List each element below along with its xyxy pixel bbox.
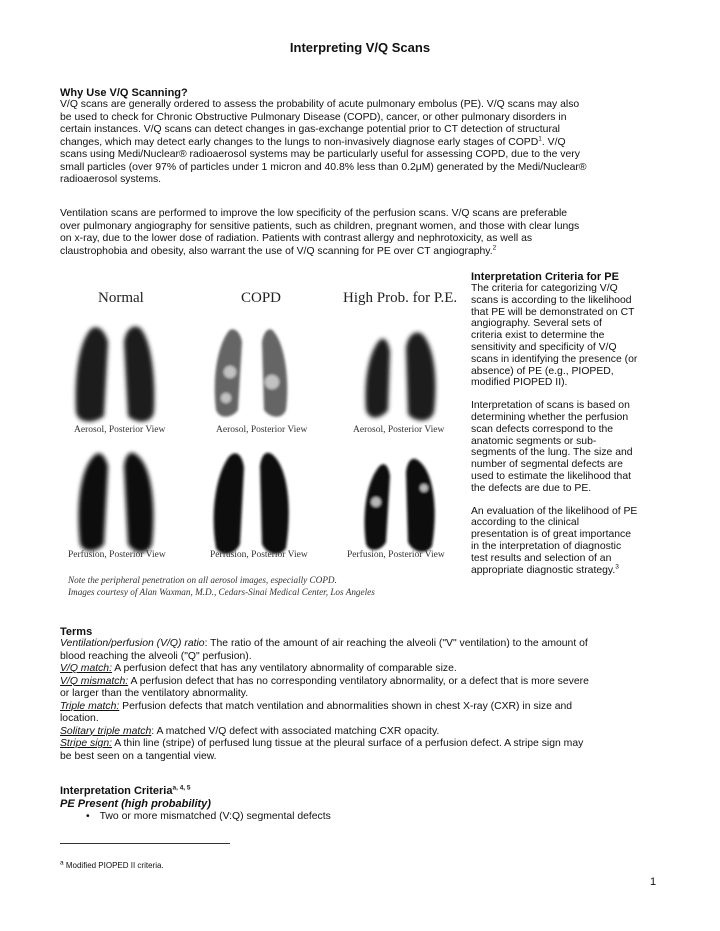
text-line: modified PIOPED II).: [471, 377, 568, 389]
text-line: on x-ray, due to the lower dose of radiation. Patients with contrast allergy and nephrotoxicity, as well as: [60, 233, 533, 244]
why-paragraph-2: [60, 208, 680, 258]
term-label: Triple match:: [60, 700, 120, 712]
bullet-icon: •: [86, 811, 90, 822]
footnote-divider: [60, 843, 230, 844]
aerosol-copd-image: [215, 329, 288, 417]
criteria-sidebar: [471, 271, 671, 576]
scan-images: [60, 312, 460, 612]
text-line: scans in identifying the presence (or: [471, 353, 638, 365]
term-item: [60, 638, 680, 651]
column-label-copd: COPD: [241, 290, 282, 306]
term-item: [60, 676, 680, 689]
term-label: V/Q mismatch:: [60, 675, 129, 687]
text-line: over pulmonary angiography for sensitive patients, such as children, pregnant women, and those with clear lungs: [60, 220, 580, 232]
text-line: [471, 565, 671, 577]
interp-bullet-item: [86, 811, 331, 824]
perfusion-high-prob-image: [365, 459, 435, 552]
figure-note-line: Images courtesy of Alan Waxman, M.D., Cedars-Sinai Medical Center, Los Angeles: [68, 587, 375, 597]
term-definition: Perfusion defects that match ventilation and abnormalities shown in chest X-ray (CXR) in size and: [119, 700, 573, 712]
page-title: Interpreting V/Q Scans: [289, 40, 431, 55]
term-continuation: location.: [60, 713, 99, 724]
text-line: according to the clinical: [471, 517, 580, 529]
criteria-paragraph-2: [471, 400, 671, 494]
term-definition: A perfusion defect that has no corresponding ventilatory abnormality, or a defect that is more severe: [128, 675, 589, 687]
text-segment: changes, which may detect early changes to the lungs to non-invasively diagnose early stages of COPD: [60, 136, 539, 148]
caption-perfusion-copd: Perfusion, Posterior View: [210, 550, 308, 560]
page-number: 1: [650, 876, 657, 888]
perfusion-normal-image: [79, 453, 154, 552]
text-line: be used to check for Chronic Obstructive Pulmonary Disease (COPD), cancer, or other pulmonary disorders in: [60, 111, 567, 123]
text-line: scans using Medi/Nuclear® radioaerosol systems may be particularly useful for assessing COPD, due to the very: [60, 149, 580, 160]
text-line: number of segmental defects are: [471, 459, 623, 471]
text-line: used to estimate the likelihood that: [471, 470, 631, 482]
term-definition: : The ratio of the amount of air reaching the alveoli ("V" ventilation) to the amount of: [204, 638, 588, 649]
term-label: V/Q match:: [60, 663, 112, 674]
term-continuation: blood reaching the alveoli ("Q" perfusion).: [60, 650, 252, 662]
caption-perfusion-high-prob: Perfusion, Posterior View: [347, 550, 445, 560]
interp-subheading: PE Present (high probability): [60, 798, 211, 810]
interp-heading-text: Interpretation Criteria: [60, 785, 173, 797]
text-line: V/Q scans are generally ordered to assess the probability of acute pulmonary embolus (PE). V/Q scans may also: [60, 99, 580, 110]
text-line: small particles (over 97% of particles under 1 micron and 40.8% less than 0.2μM) generated by the Medi/Nuclear®: [60, 161, 587, 173]
text-segment: . V/Q: [541, 136, 566, 148]
criteria-paragraph-3: [471, 506, 671, 577]
text-line: Interpretation of scans is based on: [471, 400, 630, 412]
caption-aerosol-high-prob: Aerosol, Posterior View: [353, 425, 445, 435]
footnote-text: Modified PIOPED II criteria.: [63, 861, 164, 870]
text-line: the defects are due to PE.: [471, 482, 592, 494]
text-segment: appropriate diagnostic strategy.: [471, 564, 616, 576]
text-line: radioaerosol systems.: [60, 174, 162, 185]
terms-list: [60, 638, 680, 763]
perfusion-copd-image: [214, 453, 289, 554]
citation-sup: 2: [492, 244, 497, 252]
text-line: criteria exist to determine the: [471, 330, 605, 342]
text-line: angiography. Several sets of: [471, 318, 602, 330]
text-line: segments of the lung. The size and: [471, 447, 633, 459]
figure-note: [68, 574, 458, 598]
text-line: An evaluation of the likelihood of PE: [471, 505, 638, 517]
why-heading: Why Use V/Q Scanning?: [60, 87, 188, 99]
text-line: certain instances. V/Q scans can detect changes in gas-exchange potential prior to CT detection of structural: [60, 124, 560, 135]
terms-heading: Terms: [60, 626, 93, 638]
criteria-heading: Interpretation Criteria for PE: [471, 271, 619, 283]
term-definition: : A matched V/Q defect with associated matching CXR opacity.: [151, 725, 440, 737]
caption-perfusion-normal: Perfusion, Posterior View: [68, 550, 166, 560]
term-continuation: or larger than the ventilatory abnormality.: [60, 688, 249, 699]
why-paragraph-1: [60, 99, 680, 187]
aerosol-high-prob-image: [366, 333, 436, 421]
term-label: Stripe sign:: [60, 738, 112, 749]
column-label-high-prob: High Prob. for P.E.: [343, 290, 458, 306]
column-label-normal: Normal: [98, 290, 144, 306]
term-item: [60, 701, 680, 714]
text-line: determining whether the perfusion: [471, 411, 629, 423]
text-line: sensitivity and specificity of V/Q: [471, 341, 617, 353]
text-line: absence) of PE (e.g., PIOPED,: [471, 365, 614, 377]
term-item: [60, 726, 680, 739]
term-item: [60, 663, 680, 676]
figure-note-line: Note the peripheral penetration on all aerosol images, especially COPD.: [68, 575, 337, 585]
text-line: in the interpretation of diagnostic: [471, 540, 622, 552]
text-line: scan defects correspond to the: [471, 423, 614, 435]
term-continuation: be best seen on a tangential view.: [60, 750, 217, 762]
vq-scan-figure: [60, 280, 460, 610]
aerosol-normal-image: [76, 327, 155, 422]
text-line: Ventilation scans are performed to improve the low specificity of the perfusion scans. V/Q scans are preferable: [60, 208, 568, 219]
text-line: The criteria for categorizing V/Q: [471, 283, 618, 294]
citation-sup: 3: [615, 563, 619, 571]
text-line: [60, 137, 680, 150]
text-line: [60, 246, 680, 259]
footnote: [60, 861, 164, 870]
term-definition: A thin line (stripe) of perfused lung tissue at the pleural surface of a perfusion defect. A stripe sign may: [111, 738, 584, 749]
term-item: [60, 738, 680, 751]
term-label: Ventilation/perfusion (V/Q) ratio: [60, 638, 205, 649]
footnote-mark: a: [60, 859, 64, 867]
text-line: anatomic segments or sub-: [471, 435, 597, 447]
citation-sup: 1: [538, 135, 542, 143]
bullet-text: Two or more mismatched (V:Q) segmental defects: [99, 811, 331, 822]
citation-sup: a, 4, 5: [172, 784, 191, 792]
caption-aerosol-normal: Aerosol, Posterior View: [74, 425, 166, 435]
term-label: Solitary triple match: [60, 725, 152, 737]
term-definition: A perfusion defect that has any ventilatory abnormality of comparable size.: [111, 663, 457, 674]
text-line: scans is according to the likelihood: [471, 294, 632, 306]
text-segment: claustrophobia and obesity, also warrant the use of V/Q scanning for PE over CT angiography.: [60, 245, 493, 257]
caption-aerosol-copd: Aerosol, Posterior View: [216, 425, 308, 435]
text-line: that PE will be demonstrated on CT: [471, 306, 635, 318]
text-line: presentation is of great importance: [471, 529, 631, 541]
text-line: test results and selection of an: [471, 552, 612, 564]
criteria-paragraph-1: [471, 283, 671, 389]
interp-heading: [60, 785, 191, 797]
